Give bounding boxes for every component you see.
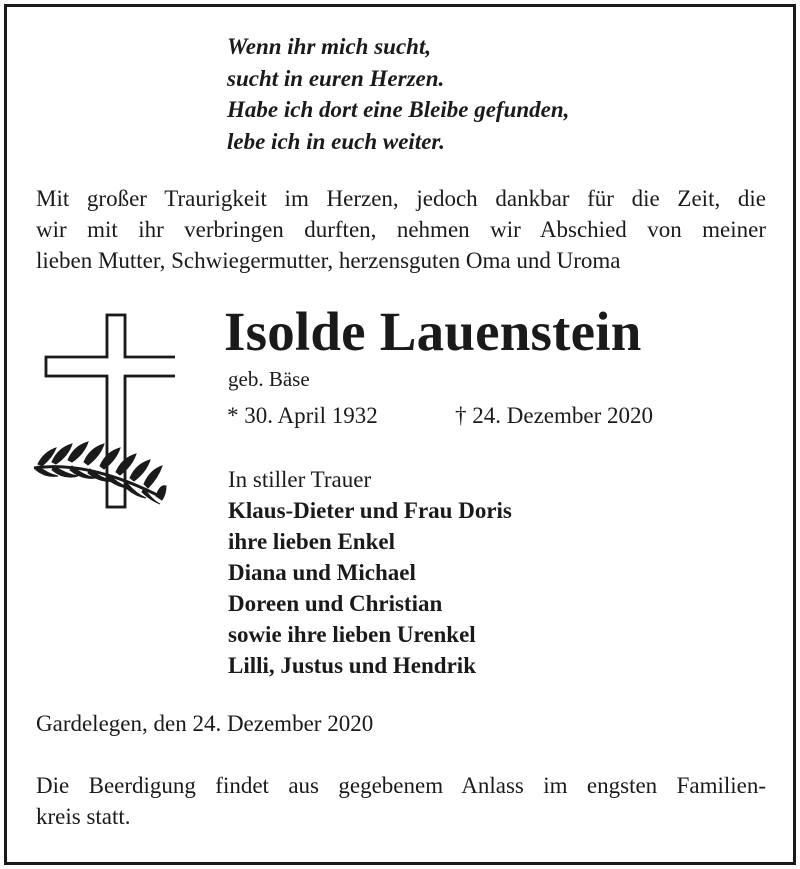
mourners-heading: In stiller Trauer xyxy=(228,467,372,492)
intro-line: Mit großer Traurigkeit im Herzen, jedoch dankbar für die Zeit, die xyxy=(36,186,766,211)
mourner-line: Klaus-Dieter und Frau Doris xyxy=(228,498,512,523)
place-and-date: Gardelegen, den 24. Dezember 2020 xyxy=(36,711,374,736)
deceased-name: Isolde Lauenstein xyxy=(224,301,642,362)
intro-text xyxy=(36,183,766,276)
mourner-line: Doreen und Christian xyxy=(228,591,443,616)
mourner-line: Diana und Michael xyxy=(228,560,416,585)
poem-line: lebe ich in euch weiter. xyxy=(227,128,445,154)
mourner-line: sowie ihre lieben Urenkel xyxy=(228,622,476,647)
birth-name: geb. Bäse xyxy=(228,367,310,391)
intro-line: wir mit ihr verbringen durften, nehmen wir Abschied von meiner xyxy=(36,217,766,242)
mourner-line: ihre lieben Enkel xyxy=(228,529,395,554)
mourner-line: Lilli, Justus und Hendrik xyxy=(228,653,476,678)
memorial-poem xyxy=(227,31,569,157)
cross-with-palm-branch-icon xyxy=(30,310,175,515)
poem-line: sucht in euren Herzen. xyxy=(227,65,445,91)
intro-line: lieben Mutter, Schwiegermutter, herzensguten Oma und Uroma xyxy=(36,248,621,273)
poem-line: Wenn ihr mich sucht, xyxy=(227,34,432,59)
death-date: † 24. Dezember 2020 xyxy=(455,403,653,428)
funeral-line: Die Beerdigung findet aus gegebenem Anlass im engsten Familien- xyxy=(36,773,766,798)
funeral-notice xyxy=(36,770,766,832)
birth-date: * 30. April 1932 xyxy=(227,403,378,428)
funeral-line: kreis statt. xyxy=(36,804,131,829)
poem-line: Habe ich dort eine Bleibe gefunden, xyxy=(227,97,570,122)
mourners-block xyxy=(228,464,512,681)
